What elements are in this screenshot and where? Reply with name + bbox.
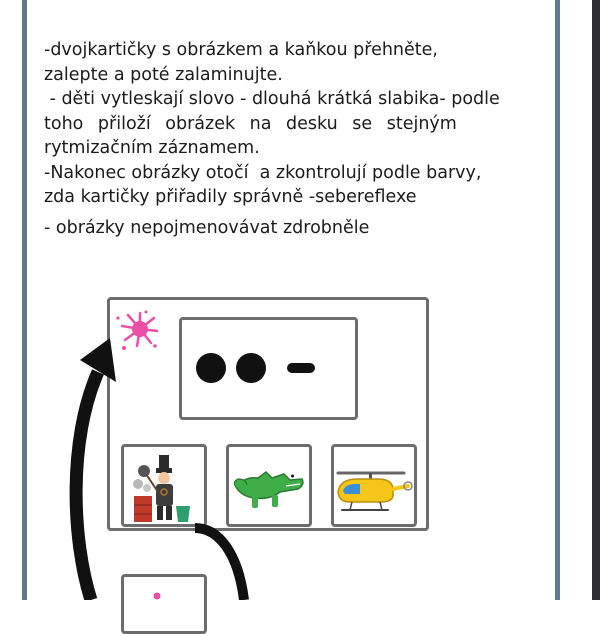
- instruction-line: - děti vytleskají slovo - dlouhá krátká slabika- podle: [44, 89, 500, 109]
- ink-splash-icon: [154, 593, 161, 600]
- instruction-line: -dvojkartičky s obrázkem a kaňkou přehněte,: [44, 40, 438, 60]
- curved-arrow-left: [76, 372, 98, 600]
- rhythm-symbol-long: [196, 353, 226, 383]
- instruction-line: zda kartičky přiřadily správně -sebereflexe: [44, 187, 417, 207]
- crocodile-icon: [234, 472, 303, 508]
- instruction-line: -Nakonec obrázky otočí a zkontrolují podle barvy,: [44, 162, 482, 183]
- ink-splash-icon: [116, 311, 157, 351]
- instruction-line: zalepte a poté zalaminujte.: [44, 64, 283, 85]
- chimney-sweep-icon: [133, 455, 190, 522]
- rhythm-pattern: [196, 353, 315, 383]
- instruction-line: rytmizačním záznamem.: [44, 138, 260, 158]
- instruction-line: - obrázky nepojmenovávat zdrobněle: [44, 217, 370, 238]
- curved-arrow-lower: [195, 528, 244, 600]
- rhythm-symbol-long: [236, 353, 266, 383]
- helicopter-icon: [338, 473, 412, 510]
- rhythm-symbol-short: [287, 363, 315, 373]
- instruction-line: toho přiloží obrázek na desku se stejným: [44, 113, 457, 134]
